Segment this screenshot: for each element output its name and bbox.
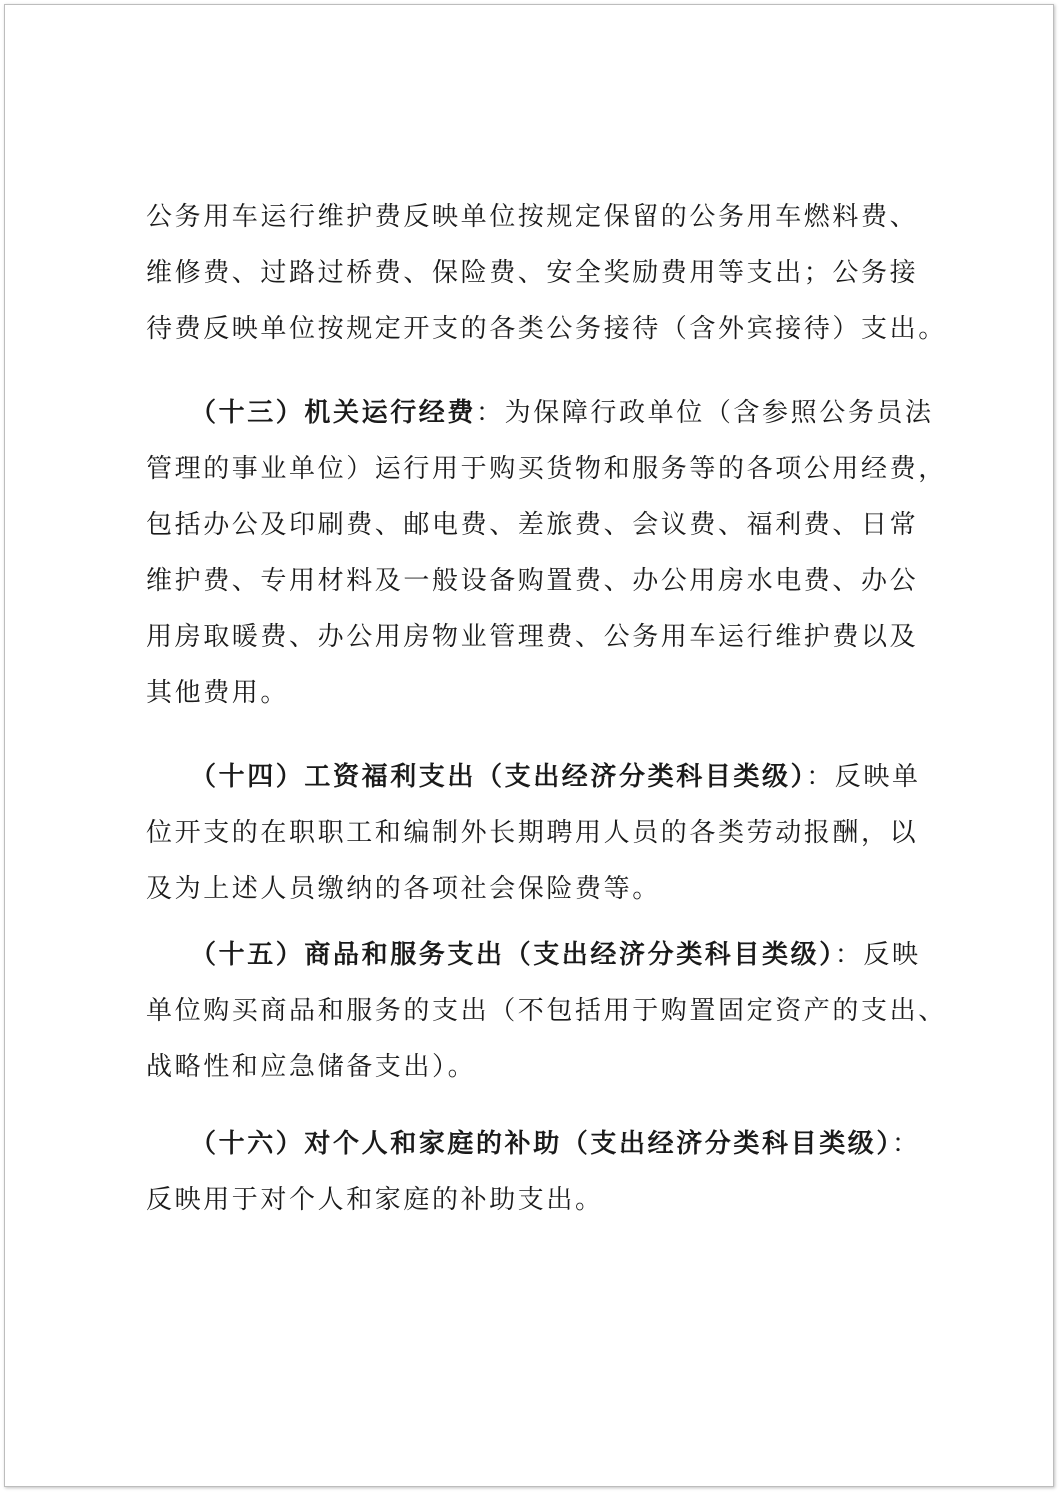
paragraph-goods-services (146, 927, 956, 1095)
text-line (146, 385, 956, 441)
section-heading: （十五）商品和服务支出（支出经济分类科目类级） (190, 940, 835, 970)
text-line: 待费反映单位按规定开支的各类公务接待（含外宾接待）支出。 (146, 314, 947, 344)
text-line (146, 1116, 956, 1172)
text-line: 及为上述人员缴纳的各项社会保险费等。 (146, 874, 661, 904)
document-page (4, 4, 1054, 1487)
heading-continuation: ：反映单 (806, 762, 921, 792)
text-line: 战略性和应急储备支出）。 (146, 1052, 477, 1082)
text-line (146, 749, 956, 805)
text-line: 位开支的在职职工和编制外长期聘用人员的各类劳动报酬，以 (146, 818, 919, 848)
heading-continuation: ：为保障行政单位（含参照公务员法 (476, 398, 934, 428)
text-line: 公务用车运行维护费反映单位按规定保留的公务用车燃料费、 (146, 202, 919, 232)
text-line: 反映用于对个人和家庭的补助支出。 (146, 1185, 604, 1215)
text-line: 单位购买商品和服务的支出（不包括用于购置固定资产的支出、 (146, 996, 947, 1026)
text-line: 维修费、过路过桥费、保险费、安全奖励费用等支出；公务接 (146, 258, 919, 288)
section-heading: （十三）机关运行经费 (190, 398, 477, 428)
paragraph-operating-expenses (146, 385, 956, 721)
text-line: 包括办公及印刷费、邮电费、差旅费、会议费、福利费、日常 (146, 510, 919, 540)
paragraph-official-vehicle (146, 189, 956, 357)
text-line: 用房取暖费、办公用房物业管理费、公务用车运行维护费以及 (146, 622, 919, 652)
text-line: 维护费、专用材料及一般设备购置费、办公用房水电费、办公 (146, 566, 919, 596)
text-line (146, 927, 956, 983)
text-line: 管理的事业单位）运行用于购买货物和服务等的各项公用经费， (146, 454, 947, 484)
section-heading: （十四）工资福利支出（支出经济分类科目类级） (190, 762, 807, 792)
paragraph-household-subsidies (146, 1116, 956, 1228)
text-line: 其他费用。 (146, 678, 290, 708)
heading-continuation: ：反映 (834, 940, 921, 970)
paragraph-wages-benefits (146, 749, 956, 917)
section-heading: （十六）对个人和家庭的补助（支出经济分类科目类级） (190, 1129, 893, 1159)
heading-continuation: ： (892, 1129, 921, 1159)
